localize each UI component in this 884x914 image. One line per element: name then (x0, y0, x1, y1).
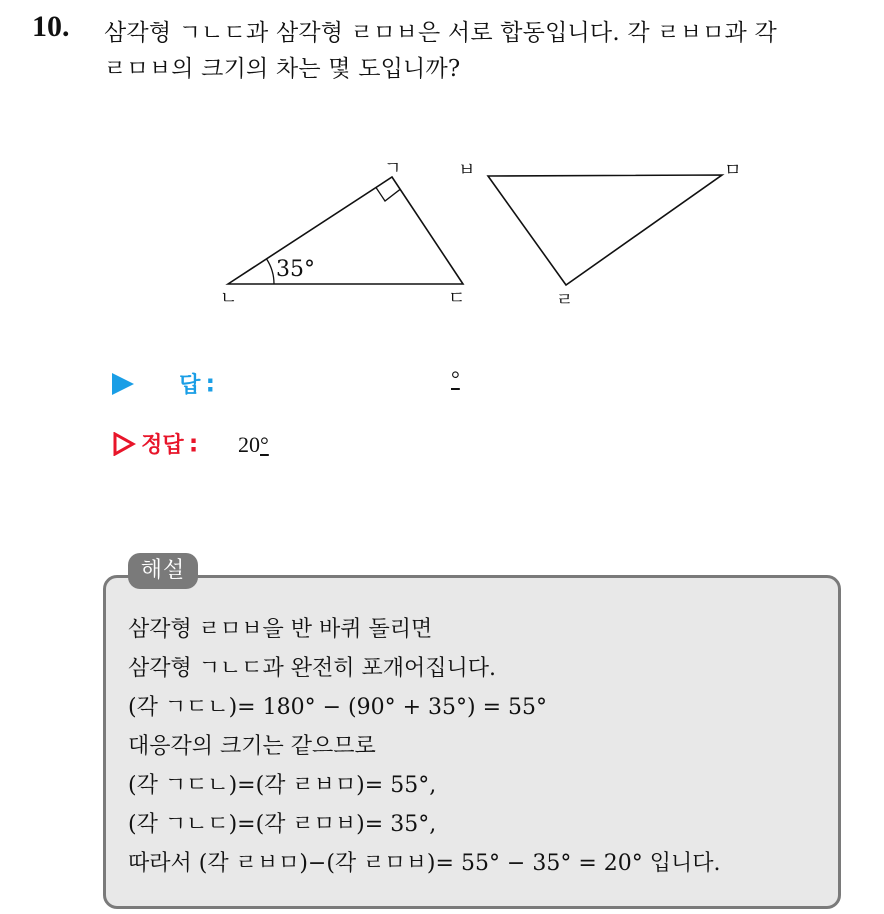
answer-blank[interactable] (451, 366, 460, 392)
outline-triangle-icon (112, 432, 136, 456)
correct-answer-label: 정답 (141, 433, 184, 458)
solution-line-7: 따라서 (각 ㄹㅂㅁ)−(각 ㄹㅁㅂ)= 55° − 35° = 20° 입니다. (128, 851, 721, 876)
answer-unit: ° (451, 366, 460, 391)
question-text-line-1: 삼각형 ㄱㄴㄷ과 삼각형 ㄹㅁㅂ은 서로 합동입니다. 각 ㄹㅂㅁ과 각 (104, 20, 777, 46)
question-number: 10. (32, 10, 70, 43)
solution-line-4: 대응각의 크기는 같으므로 (128, 734, 376, 759)
triangle-figure (0, 0, 884, 330)
play-triangle-icon (112, 373, 134, 395)
vertex-label-ㄹ: ㄹ (556, 290, 574, 311)
triangle-ㄹㅁㅂ (488, 175, 722, 285)
correct-answer-colon: : (188, 429, 199, 458)
correct-answer-unit: ° (260, 432, 269, 457)
vertex-label-ㅁ: ㅁ (724, 160, 742, 181)
vertex-label-ㅂ: ㅂ (458, 160, 476, 181)
right-angle-marker (376, 188, 400, 202)
solution-line-2: 삼각형 ㄱㄴㄷ과 완전히 포개어집니다. (128, 656, 497, 681)
solution-tab: 해설 (128, 553, 198, 589)
answer-colon: : (205, 369, 216, 398)
angle-arc (267, 259, 274, 284)
vertex-label-ㄷ: ㄷ (448, 288, 466, 309)
answer-row (112, 368, 215, 399)
solution-line-6: (각 ㄱㄴㄷ)=(각 ㄹㅁㅂ)= 35°, (128, 812, 437, 837)
triangle-ㄱㄴㄷ (228, 177, 463, 284)
answer-label: 답 (179, 373, 201, 398)
solution-line-1: 삼각형 ㄹㅁㅂ을 반 바퀴 돌리면 (128, 617, 433, 642)
correct-answer-row (112, 428, 198, 459)
solution-line-5: (각 ㄱㄷㄴ)=(각 ㄹㅂㅁ)= 55°, (128, 773, 437, 798)
vertex-label-ㄴ: ㄴ (220, 288, 238, 309)
question-text-line-2: ㄹㅁㅂ의 크기의 차는 몇 도입니까? (104, 56, 461, 82)
angle-label: 35° (276, 257, 315, 282)
solution-line-3: (각 ㄱㄷㄴ)= 180° − (90° + 35°) = 55° (128, 695, 547, 720)
correct-answer-value (238, 432, 269, 458)
vertex-label-ㄱ: ㄱ (384, 158, 402, 179)
correct-answer-number: 20 (238, 432, 260, 457)
